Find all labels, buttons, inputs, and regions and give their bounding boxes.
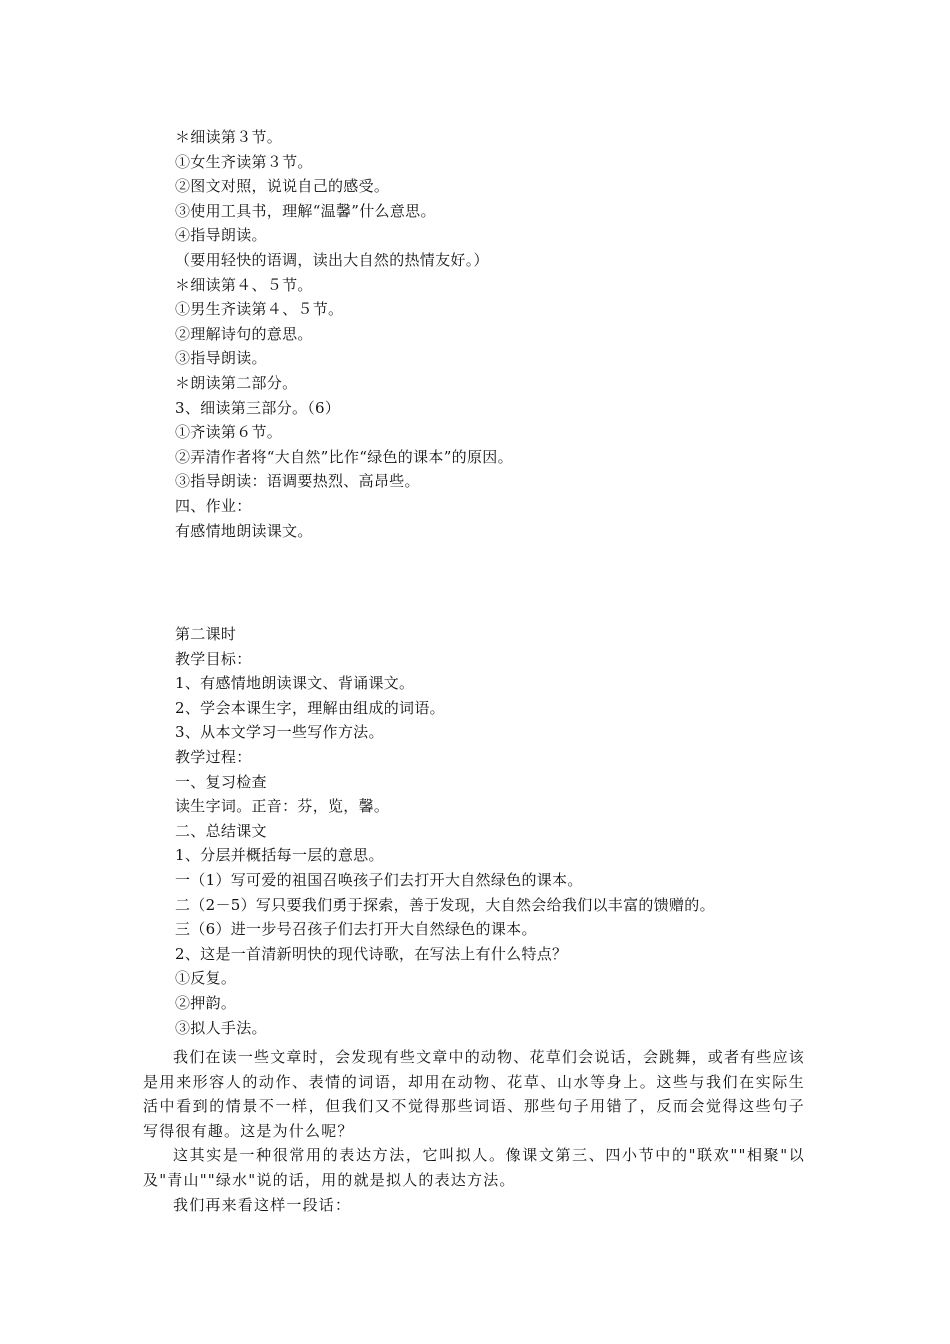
text-line: （要用轻快的语调，读出大自然的热情友好。） — [175, 250, 489, 269]
section-heading: 四、作业： — [175, 496, 252, 515]
lesson-title: 第二课时 — [175, 625, 237, 643]
text-line: 2、学会本课生字，理解由组成的词语。 — [175, 698, 445, 717]
text-line: 一（1）写可爱的祖国召唤孩子们去打开大自然绿色的课本。 — [175, 870, 583, 889]
text-line: ③使用工具书，理解“温馨”什么意思。 — [175, 201, 436, 220]
text-line: ＊细读第４、５节。 — [175, 275, 313, 294]
text-line: 读生字词。正音：芬，览，馨。 — [175, 797, 390, 816]
paragraph: 我们在读一些文章时，会发现有些文章中的动物、花草们会说话，会跳舞，或者有些应该是用来形容人的动作、表情的词语，却用在动物、花草、山水等身上。这些与我们在实际生活中看到的情景不一样，但我们又不觉得那些词语、那些句子用错了，反而会觉得这些句子写得很有趣。这是为什么呢？ — [143, 1048, 805, 1140]
text-line: ①男生齐读第４、５节。 — [175, 300, 344, 319]
text-line: 三（6）进一步号召孩子们去打开大自然绿色的课本。 — [175, 920, 537, 939]
text-line: ③指导朗读。 — [175, 349, 267, 368]
lesson-two-outline — [175, 622, 815, 1040]
text-line: ③拟人手法。 — [175, 1018, 267, 1037]
text-line: ②理解诗句的意思。 — [175, 324, 313, 343]
text-line: 1、分层并概括每一层的意思。 — [175, 846, 384, 865]
section-heading: 教学过程： — [175, 747, 252, 766]
lesson-one-steps — [175, 125, 815, 543]
text-line: 二（2－5）写只要我们勇于探索，善于发现，大自然会给我们以丰富的馈赠的。 — [175, 895, 715, 914]
text-line: 1、有感情地朗读课文、背诵课文。 — [175, 674, 415, 693]
text-line: ④指导朗读。 — [175, 226, 267, 245]
paragraph: 这其实是一种很常用的表达方法，它叫拟人。像课文第三、四小节中的"联欢""相聚"以及"青山""绿水"说的话，用的就是拟人的表达方法。 — [143, 1146, 805, 1189]
text-line: ①反复。 — [175, 969, 237, 988]
text-line: 3、从本文学习一些写作方法。 — [175, 723, 384, 742]
text-line: 有感情地朗读课文。 — [175, 521, 313, 540]
section-heading: 二、总结课文 — [175, 821, 267, 840]
text-line: ＊细读第３节。 — [175, 128, 283, 146]
section-heading: 一、复习检查 — [175, 772, 267, 791]
text-line: 3、细读第三部分。（6） — [175, 398, 341, 417]
paragraph: 我们再来看这样一段话： — [173, 1195, 352, 1214]
text-line: ①齐读第６节。 — [175, 423, 283, 442]
text-line: 2、这是一首清新明快的现代诗歌，在写法上有什么特点？ — [175, 944, 568, 963]
body-paragraphs — [143, 1045, 805, 1217]
text-line: ＊朗读第二部分。 — [175, 373, 298, 392]
text-line: ②图文对照，说说自己的感受。 — [175, 177, 390, 196]
section-heading: 教学目标： — [175, 649, 252, 668]
text-line: ②弄清作者将“大自然”比作“绿色的课本”的原因。 — [175, 447, 513, 466]
text-line: ②押韵。 — [175, 993, 237, 1012]
text-line: ①女生齐读第３节。 — [175, 152, 313, 171]
text-line: ③指导朗读：语调要热烈、高昂些。 — [175, 472, 420, 491]
